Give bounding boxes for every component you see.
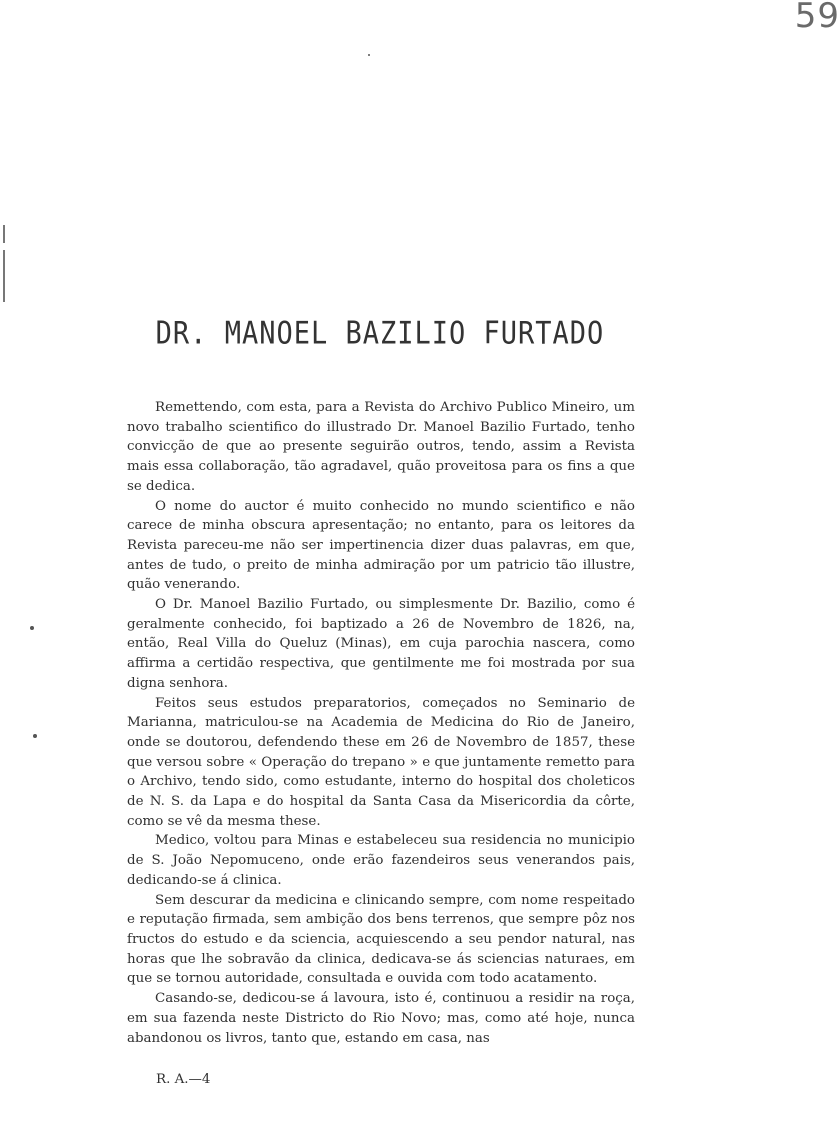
scan-edge-mark — [3, 225, 5, 243]
paragraph: Sem descurar da medicina e clinicando sempre, com nome respeitado e reputação firmada, sem ambição dos bens terrenos, que sempre pôz nos fructos do estudo e da sciencia, acquiescendo a seu pendor natural, nas horas que lhe sobravão da clinica, dedicava-se ás sciencias naturaes, em que se tornou autoridade, consultada e ouvida com todo acatamento. — [127, 892, 635, 987]
paragraph: O nome do auctor é muito conhecido no mundo scientifico e não carece de minha obscura apresentação; no entanto, para os leitores da Revista pareceu-me não ser impertinencia dizer duas palavras, em que, antes de tudo, o preito de minha admiração por um patricio tão illustre, quão venerando. — [127, 498, 635, 593]
paragraph: Medico, voltou para Minas e estabeleceu sua residencia no municipio de S. João Nepomuceno, onde erão fazendeiros seus venerandos pais, dedicando-se á clinica. — [127, 833, 635, 888]
signature-mark: R. A.—4 — [156, 1072, 211, 1087]
page-number: 59 — [794, 0, 840, 36]
paragraph: O Dr. Manoel Bazilio Furtado, ou simplesmente Dr. Bazilio, como é geralmente conhecido, foi baptizado a 26 de Novembro de 1826, na, então, Real Villa do Queluz (Minas), em cuja parochia nascera, como affirma a certidão respectiva, que gentilmente me foi mostrada por sua digna senhora. — [127, 597, 635, 691]
print-speck — [30, 626, 34, 630]
paragraph: Feitos seus estudos preparatorios, começados no Seminario de Marianna, matriculou-se na Academia de Medicina do Rio de Janeiro, onde se doutorou, defendendo these em 26 de Novembro de 1857, these que versou sobre « Operação do trepano » e que juntamente remetto para o Archivo, tendo sido, como estudante, interno do hospital dos choleticos de N. S. da Lapa e do hospital da Santa Casa da Misericordia da côrte, como se vê da mesma these. — [127, 695, 635, 829]
print-speck — [368, 54, 370, 56]
scan-edge-mark — [3, 250, 5, 302]
print-speck — [33, 734, 37, 738]
paragraph: Remettendo, com esta, para a Revista do Archivo Publico Mineiro, um novo trabalho scientifico do illustrado Dr. Manoel Bazilio Furtado, tenho convicção de que ao presente seguirão outros, tendo, assim a Revista mais essa collaboração, tão agradavel, quão proveitosa para os fins a que se dedica. — [127, 400, 635, 494]
paragraph: Casando-se, dedicou-se á lavoura, isto é, continuou a residir na roça, em sua fazenda neste Districto do Rio Novo; mas, como até hoje, nunca abandonou os livros, tanto que, estando em casa, nas — [127, 991, 635, 1046]
article-body — [127, 398, 635, 1048]
article-title: DR. MANOEL BAZILIO FURTADO — [155, 315, 605, 352]
